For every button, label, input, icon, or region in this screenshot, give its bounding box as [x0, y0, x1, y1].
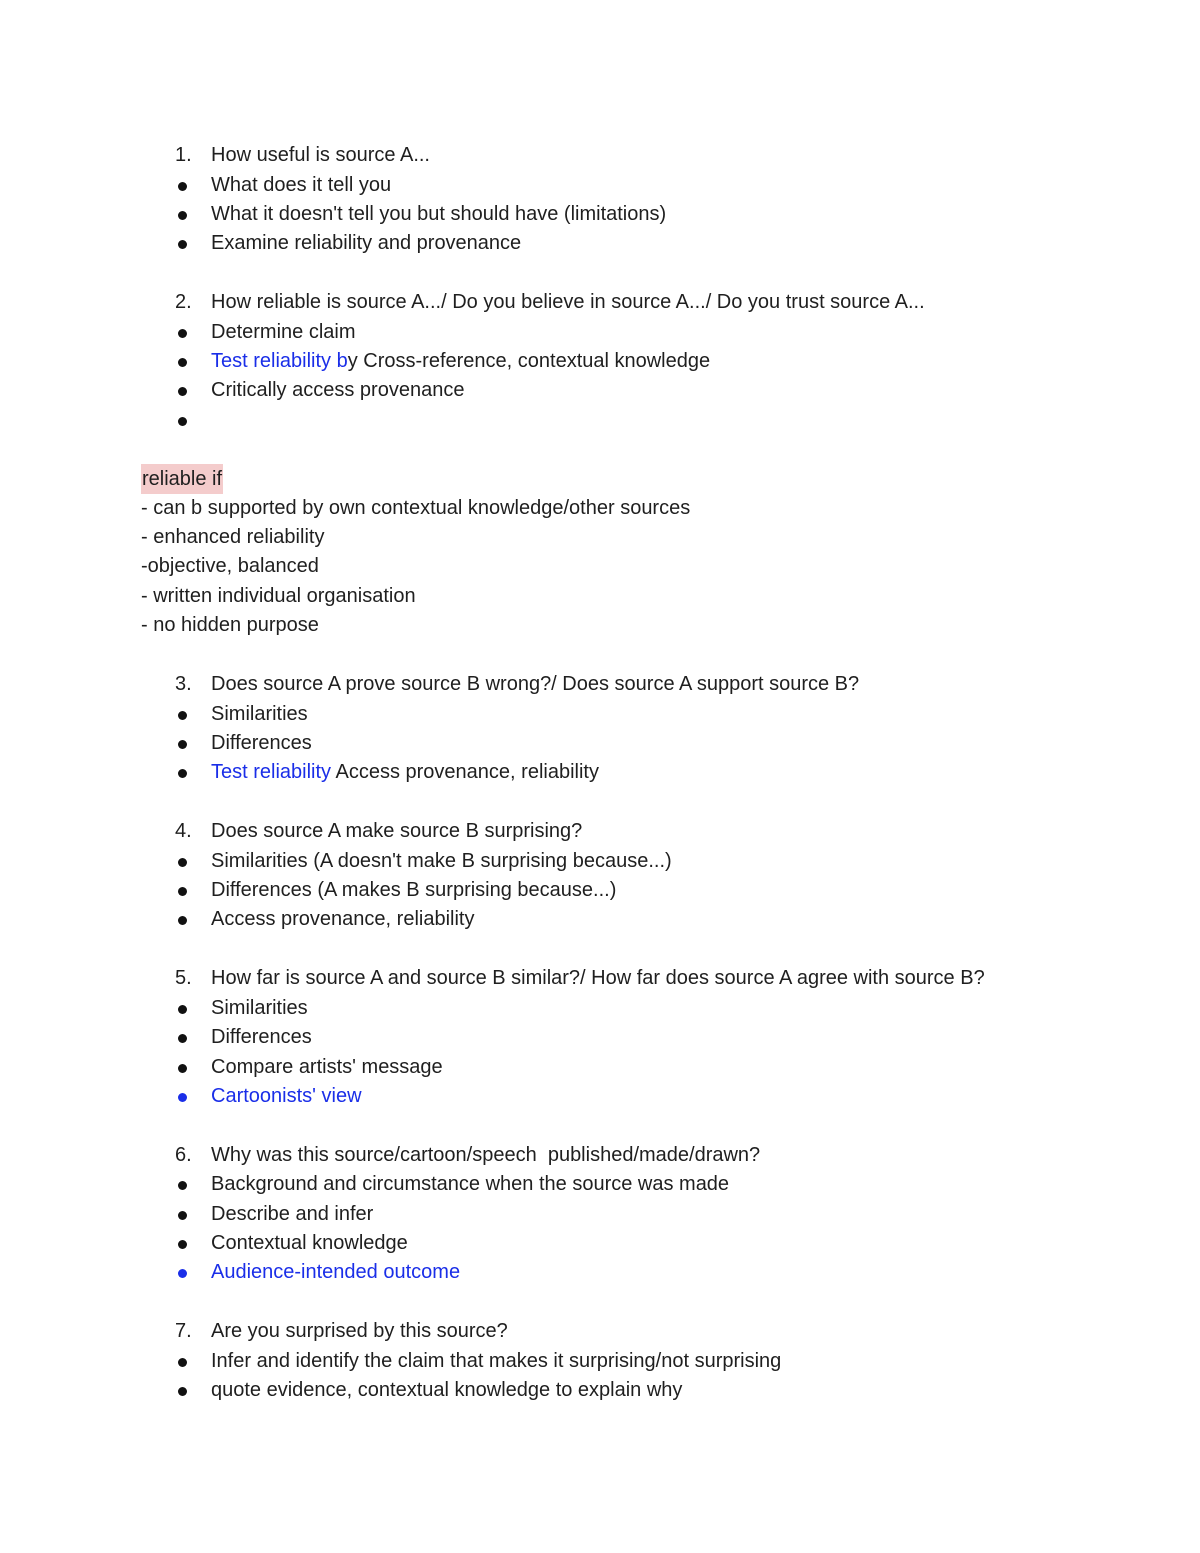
list-item-text: Access provenance, reliability [211, 908, 475, 930]
note-text: - can b supported by own contextual knowledge/other sources [141, 497, 691, 519]
note-text: -objective, balanced [141, 555, 319, 577]
bullet-icon [178, 1034, 187, 1043]
bullet-icon [178, 417, 187, 426]
question-text: How useful is source A... [211, 144, 430, 166]
list-item-text: What does it tell you [211, 174, 392, 196]
list-item-text: Background and circumstance when the source was made [211, 1173, 730, 1195]
list-item-rest: y Cross-reference, contextual knowledge [347, 350, 711, 372]
list-item-text: Examine reliability and provenance [211, 232, 522, 254]
list-item-text: Determine claim [211, 321, 356, 343]
bullet-icon [178, 1005, 187, 1014]
bullet-icon [178, 240, 187, 249]
highlighted-label: Test reliability b [211, 350, 348, 372]
bullet-icon [178, 211, 187, 220]
question-text: Does source A make source B surprising? [211, 820, 583, 842]
bullet-icon [178, 858, 187, 867]
note-text: - no hidden purpose [141, 614, 319, 636]
question-number: 3. [175, 673, 192, 695]
note-text: - written individual organisation [141, 585, 416, 607]
question-number: 6. [175, 1144, 192, 1166]
list-item-text [211, 346, 710, 376]
list-item-text: Differences (A makes B surprising because...) [211, 879, 617, 901]
list-item-text: Contextual knowledge [211, 1232, 408, 1254]
question-text: How reliable is source A.../ Do you believe in source A.../ Do you trust source A... [211, 291, 925, 313]
list-item-rest: Access provenance, reliability [331, 761, 599, 783]
question-number: 5. [175, 967, 192, 989]
list-item-text: Critically access provenance [211, 379, 465, 401]
bullet-icon [178, 1211, 187, 1220]
list-item-text [211, 757, 599, 787]
question-number: 7. [175, 1320, 192, 1342]
question-text: Does source A prove source B wrong?/ Does source A support source B? [211, 673, 860, 695]
bullet-icon [178, 769, 187, 778]
bullet-icon [178, 887, 187, 896]
bullet-icon [178, 711, 187, 720]
list-item-text: Similarities (A doesn't make B surprising because...) [211, 850, 672, 872]
note-text: - enhanced reliability [141, 526, 325, 548]
bullet-icon [178, 329, 187, 338]
bullet-icon [178, 916, 187, 925]
list-item-text: Differences [211, 732, 312, 754]
bullet-icon [178, 1387, 187, 1396]
list-item-text: Describe and infer [211, 1203, 374, 1225]
list-item-text: Audience-intended outcome [211, 1261, 461, 1283]
bullet-icon [178, 1181, 187, 1190]
reliable-heading: reliable if [141, 464, 223, 494]
bullet-icon [178, 1064, 187, 1073]
list-item-text: Compare artists' message [211, 1056, 443, 1078]
question-number: 4. [175, 820, 192, 842]
highlighted-label: Test reliability [211, 761, 332, 783]
question-text: Are you surprised by this source? [211, 1320, 508, 1342]
list-item-text: quote evidence, contextual knowledge to explain why [211, 1379, 683, 1401]
bullet-icon [178, 1269, 187, 1278]
question-text: Why was this source/cartoon/speech published/made/drawn? [211, 1144, 761, 1166]
list-item-text: Similarities [211, 997, 308, 1019]
bullet-icon [178, 182, 187, 191]
bullet-icon [178, 1358, 187, 1367]
bullet-icon [178, 387, 187, 396]
list-item-text: Infer and identify the claim that makes it surprising/not surprising [211, 1350, 782, 1372]
question-number: 1. [175, 144, 192, 166]
bullet-icon [178, 1093, 187, 1102]
list-item-text: Similarities [211, 703, 308, 725]
list-item-text: Cartoonists' view [211, 1085, 362, 1107]
bullet-icon [178, 358, 187, 367]
question-number: 2. [175, 291, 192, 313]
list-item-text: Differences [211, 1026, 312, 1048]
bullet-icon [178, 740, 187, 749]
bullet-icon [178, 1240, 187, 1249]
question-text: How far is source A and source B similar?/ How far does source A agree with source B? [211, 967, 985, 989]
list-item-text: What it doesn't tell you but should have (limitations) [211, 203, 667, 225]
